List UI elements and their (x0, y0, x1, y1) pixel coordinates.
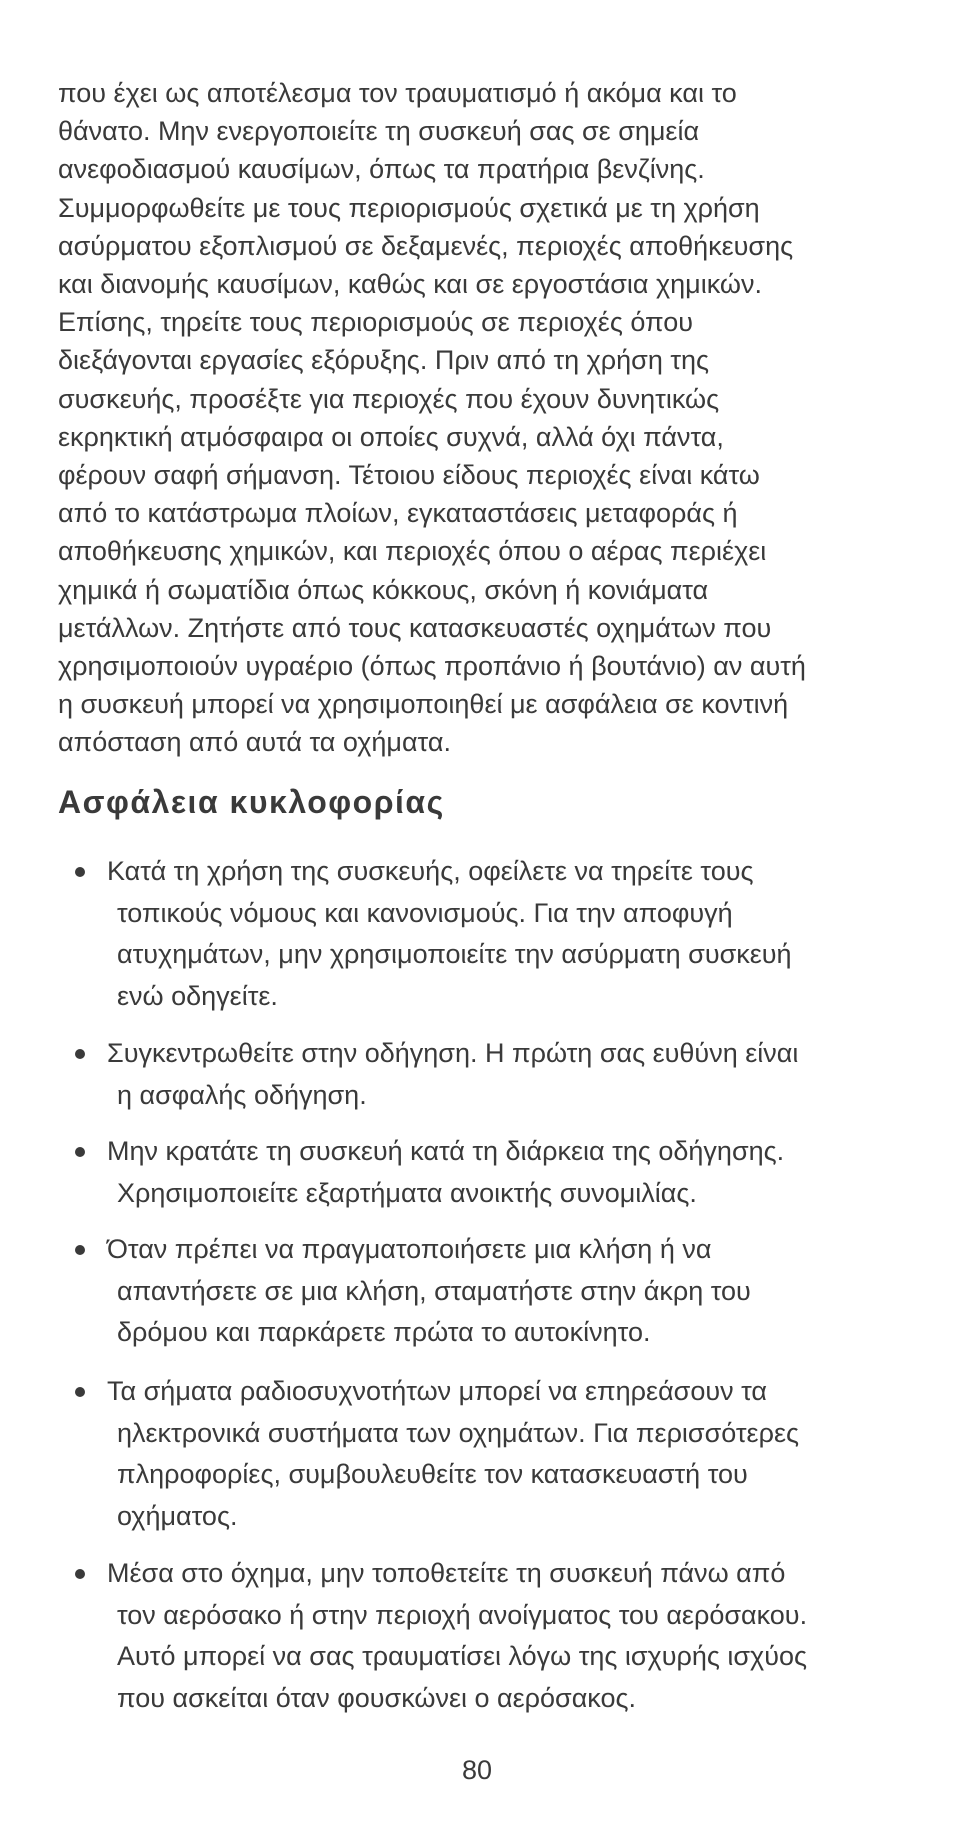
bullet-text (107, 1131, 784, 1214)
intro-line: που έχει ως αποτέλεσμα τον τραυματισμό ή ακόμα και το (58, 78, 737, 108)
bullet-dot-icon (75, 1245, 85, 1255)
intro-line: χρησιμοποιούν υγραέριο (όπως προπάνιο ή βουτάνιο) αν αυτή (58, 651, 806, 682)
bullet-text (107, 1229, 751, 1354)
page-number: 80 (461, 1755, 493, 1785)
bullet-text (107, 1371, 799, 1537)
bullet-line: Αυτό μπορεί να σας τραυματίσει λόγω της ισχυρής ισχύος (117, 1641, 808, 1671)
intro-line: απόσταση από αυτά τα οχήματα. (58, 727, 451, 758)
intro-line: και διανομής καυσίμων, καθώς και σε εργοστάσια χημικών. (58, 269, 762, 300)
intro-line: από το κατάστρωμα πλοίων, εγκαταστάσεις μεταφοράς ή (58, 498, 738, 529)
bullet-line: Συγκεντρωθείτε στην οδήγηση. Η πρώτη σας ευθύνη είναι (107, 1038, 799, 1068)
section-heading: Ασφάλεια κυκλοφορίας (58, 784, 445, 820)
bullet-line: Μέσα στο όχημα, μην τοποθετείτε τη συσκευή πάνω από (107, 1558, 786, 1588)
intro-line: αποθήκευσης χημικών, και περιοχές όπου ο αέρας περιέχει (58, 536, 767, 567)
intro-line: εκρηκτική ατμόσφαιρα οι οποίες συχνά, αλλά όχι πάντα, (58, 421, 724, 452)
intro-line: Συμμορφωθείτε με τους περιορισμούς σχετικά με τη χρήση (58, 192, 760, 223)
bullet-line: Κατά τη χρήση της συσκευής, οφείλετε να τηρείτε τους (107, 856, 754, 886)
intro-line: ανεφοδιασμού καυσίμων, όπως τα πρατήρια βενζίνης. (58, 154, 705, 185)
bullet-line: δρόμου και παρκάρετε πρώτα το αυτοκίνητο. (117, 1317, 651, 1347)
bullet-text (107, 1033, 798, 1116)
bullet-line: ηλεκτρονικά συστήματα των οχημάτων. Για περισσότερες (117, 1417, 800, 1448)
bullet-line: οχήματος. (117, 1500, 238, 1531)
bullet-dot-icon (75, 1147, 85, 1157)
bullet-dot-icon (75, 867, 85, 877)
intro-line: διεξάγονται εργασίες εξόρυξης. Πριν από τη χρήση της (58, 345, 710, 376)
intro-line: ασύρματου εξοπλισμού σε δεξαμενές, περιοχές αποθήκευσης (58, 230, 794, 261)
intro-line: μετάλλων. Ζητήστε από τους κατασκευαστές οχημάτων που (58, 612, 772, 643)
intro-line: Επίσης, τηρείτε τους περιορισμούς σε περιοχές όπου (58, 307, 694, 338)
bullet-dot-icon (75, 1387, 85, 1397)
bullet-line: τοπικούς νόμους και κανονισμούς. Για την αποφυγή (117, 897, 733, 928)
bullet-dot-icon (75, 1049, 85, 1059)
intro-line: χημικά ή σωματίδια όπως κόκκους, σκόνη ή κονιάματα (58, 574, 709, 605)
intro-line: συσκευής, προσέξτε για περιοχές που έχουν δυνητικώς (58, 383, 720, 414)
intro-line: η συσκευή μπορεί να χρησιμοποιηθεί με ασφάλεια σε κοντινή (58, 689, 789, 720)
bullet-line: Χρησιμοποιείτε εξαρτήματα ανοικτής συνομιλίας. (117, 1177, 697, 1208)
bullet-line: που ασκείται όταν φουσκώνει ο αερόσακος. (117, 1682, 637, 1713)
bullet-line: Τα σήματα ραδιοσυχνοτήτων μπορεί να επηρεάσουν τα (107, 1376, 768, 1406)
bullet-line: Μην κρατάτε τη συσκευή κατά τη διάρκεια της οδήγησης. (107, 1136, 785, 1166)
bullet-line: πληροφορίες, συμβουλευθείτε τον κατασκευαστή του (117, 1459, 748, 1489)
intro-line: θάνατο. Μην ενεργοποιείτε τη συσκευή σας σε σημεία (58, 116, 700, 147)
intro-paragraph (58, 74, 858, 762)
bullet-line: τον αερόσακο ή στην περιοχή ανοίγματος του αερόσακου. (117, 1599, 808, 1630)
bullet-line: Όταν πρέπει να πραγματοποιήσετε μια κλήση ή να (107, 1234, 712, 1264)
bullet-dot-icon (75, 1569, 85, 1579)
bullet-line: ενώ οδηγείτε. (117, 980, 278, 1011)
bullet-text (107, 851, 792, 1017)
bullet-line: η ασφαλής οδήγηση. (117, 1079, 367, 1110)
bullet-line: ατυχημάτων, μην χρησιμοποιείτε την ασύρματη συσκευή (117, 939, 792, 969)
bullet-text (107, 1553, 807, 1719)
intro-line: φέρουν σαφή σήμανση. Τέτοιου είδους περιοχές είναι κάτω (58, 460, 760, 491)
bullet-line: απαντήσετε σε μια κλήση, σταματήστε στην άκρη του (117, 1275, 751, 1306)
